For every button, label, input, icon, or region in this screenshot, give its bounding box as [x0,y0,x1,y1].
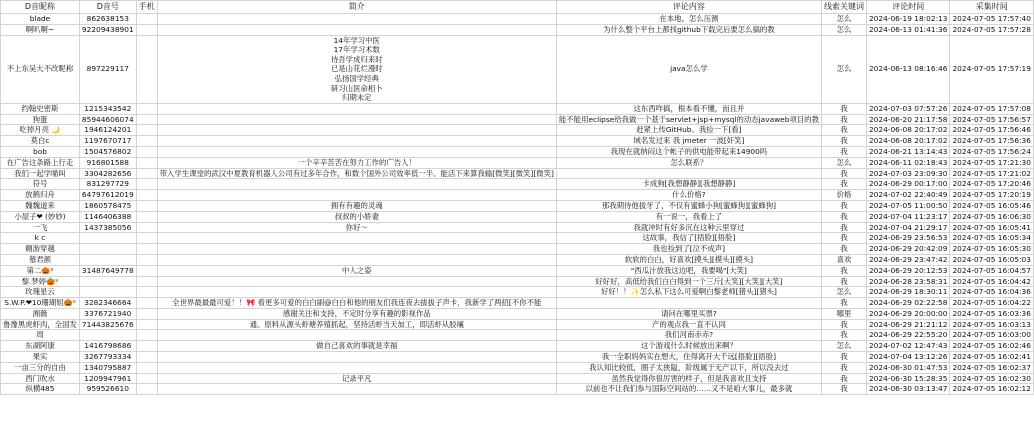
cell-comment[interactable]: 赶紧上传GitHub。我捡一下[看] [556,125,821,136]
cell-collect-time[interactable]: 2024-07-05 17:56:46 [950,125,1034,136]
col-header-comment[interactable]: 评论内容 [556,1,821,14]
cell-comment-time[interactable]: 2024-07-03 07:57:26 [866,103,950,114]
cell-keyword[interactable]: 我 [821,330,866,341]
cell-collect-time[interactable]: 2024-07-05 17:57:40 [950,14,1034,25]
cell-phone[interactable] [136,265,157,276]
header-row [1,1,1034,14]
cell-keyword[interactable]: 我 [821,298,866,309]
table-row [1,384,1034,395]
cell-comment-time[interactable]: 2024-06-29 20:42:09 [866,244,950,255]
cell-comment[interactable] [556,168,821,179]
cell-collect-time[interactable]: 2024-07-05 16:05:41 [950,222,1034,233]
cell-comment[interactable]: 这东西咋搞，根本看不懂，而且并 [556,103,821,114]
table-row [1,352,1034,363]
table-row [1,125,1034,136]
cell-collect-time[interactable]: 2024-07-05 17:21:02 [950,168,1034,179]
cell-phone[interactable] [136,254,157,265]
cell-id[interactable]: 916801588 [79,157,136,168]
cell-comment-time[interactable]: 2024-06-30 03:13:47 [866,384,950,395]
cell-collect-time[interactable]: 2024-07-05 17:56:36 [950,136,1034,147]
table-row [1,179,1034,190]
cell-comment[interactable]: 我就冲时有好多沉在这种云里穿过 [556,222,821,233]
cell-intro[interactable] [157,362,556,373]
cell-comment[interactable]: 那我期待他拔牙了，不仅有蜜蜂小狗[蜜蜂狗][蜜蜂狗] [556,200,821,211]
cell-nickname[interactable]: 一亩三分的自由 [1,362,80,373]
cell-collect-time[interactable]: 2024-07-05 17:20:46 [950,179,1034,190]
cell-phone[interactable] [136,287,157,298]
cell-collect-time[interactable]: 2024-07-05 16:02:30 [950,373,1034,384]
cell-phone[interactable] [136,136,157,147]
cell-collect-time[interactable]: 2024-07-05 16:02:41 [950,352,1034,363]
cell-id[interactable] [79,254,136,265]
cell-keyword[interactable]: 我 [821,136,866,147]
cell-nickname[interactable]: 符号 [1,179,80,190]
cell-comment[interactable]: 这个游戏什么时候放出来啊？ [556,341,821,352]
cell-collect-time[interactable]: 2024-07-05 17:57:08 [950,103,1034,114]
cell-id[interactable]: 71443825676 [79,319,136,330]
cell-phone[interactable] [136,24,157,35]
cell-phone[interactable] [136,330,157,341]
cell-phone[interactable] [136,211,157,222]
cell-comment-time[interactable]: 2024-06-13 01:41:36 [866,24,950,35]
col-header-collect-time[interactable]: 采集时间 [950,1,1034,14]
cell-phone[interactable] [136,352,157,363]
col-header-intro[interactable]: 简介 [157,1,556,14]
cell-phone[interactable] [136,384,157,395]
cell-nickname[interactable]: 狗蛋 [1,114,80,125]
cell-keyword[interactable]: 我 [821,276,866,287]
cell-comment[interactable]: "西瓜汁放我这边吧，我要喝"[大笑] [556,265,821,276]
cell-id[interactable]: 1197670717 [79,136,136,147]
cell-collect-time[interactable]: 2024-07-05 16:05:46 [950,200,1034,211]
cell-comment[interactable]: 我也捡到了[泣不成声] [556,244,821,255]
cell-intro[interactable] [157,14,556,25]
cell-nickname[interactable]: 在广告这条路上行走 [1,157,80,168]
table-row [1,35,1034,103]
table-row [1,298,1034,309]
cell-comment-time[interactable]: 2024-06-29 20:12:53 [866,265,950,276]
cell-nickname[interactable]: 莫白c [1,136,80,147]
table-row [1,319,1034,330]
cell-comment-time[interactable]: 2024-06-13 08:16:46 [866,35,950,103]
cell-nickname[interactable]: 约翰史密斯 [1,103,80,114]
table-row [1,24,1034,35]
cell-collect-time[interactable]: 2024-07-05 17:56:57 [950,114,1034,125]
cell-comment[interactable]: 怎么联系？ [556,157,821,168]
cell-collect-time[interactable]: 2024-07-05 16:03:13 [950,319,1034,330]
cell-keyword[interactable]: 我 [821,373,866,384]
table-row [1,222,1034,233]
cell-nickname[interactable]: 翱游穿越 [1,244,80,255]
cell-keyword[interactable]: 我 [821,211,866,222]
cell-id[interactable]: 3282346664 [79,298,136,309]
cell-comment-time[interactable]: 2024-06-29 23:56:53 [866,233,950,244]
cell-nickname[interactable]: 纵横485 [1,384,80,395]
table-row [1,200,1034,211]
cell-nickname[interactable]: 第二🎃ᵘ [1,265,80,276]
cell-keyword[interactable]: 我 [821,384,866,395]
cell-comment-time[interactable]: 2024-06-29 02:22:58 [866,298,950,309]
cell-comment[interactable]: 虽然我觉得你很厉害的样子，但是我喜欢且支持 [556,373,821,384]
table-row [1,14,1034,25]
cell-keyword[interactable]: 我 [821,168,866,179]
cell-keyword[interactable]: 怎么 [821,341,866,352]
cell-collect-time[interactable]: 2024-07-05 16:02:37 [950,362,1034,373]
cell-keyword[interactable]: 怎么 [821,157,866,168]
cell-comment-time[interactable]: 2024-07-05 11:00:50 [866,200,950,211]
cell-collect-time[interactable]: 2024-07-05 16:04:42 [950,276,1034,287]
cell-comment-time[interactable]: 2024-06-21 13:14:43 [866,146,950,157]
cell-nickname[interactable]: 鲁豫黑虎虾肉，全国发 [1,319,80,330]
cell-keyword[interactable]: 我 [821,222,866,233]
cell-collect-time[interactable]: 2024-07-05 16:04:36 [950,287,1034,298]
cell-comment[interactable]: 我一全职妈妈实在想大，住得离开大千远[捂脸][捂脸] [556,352,821,363]
cell-phone[interactable] [136,168,157,179]
cell-collect-time[interactable]: 2024-07-05 16:03:00 [950,330,1034,341]
cell-comment[interactable]: 这故事，我信了[捂脸][捂脸] [556,233,821,244]
col-header-comment-time[interactable]: 评论时间 [866,1,950,14]
cell-id[interactable] [79,287,136,298]
cell-keyword[interactable]: 我 [821,179,866,190]
cell-phone[interactable] [136,319,157,330]
cell-intro[interactable] [157,190,556,201]
cell-nickname[interactable]: 放鹤归舟 [1,190,80,201]
cell-comment[interactable]: 域名发过来 我 jmeter 一波[奸笑] [556,136,821,147]
cell-intro[interactable] [157,103,556,114]
cell-comment-time[interactable]: 2024-06-29 22:55:20 [866,330,950,341]
cell-id[interactable] [79,276,136,287]
cell-comment[interactable]: 有一说一，我看上了 [556,211,821,222]
cell-phone[interactable] [136,233,157,244]
cell-collect-time[interactable]: 2024-07-05 16:04:57 [950,265,1034,276]
table-row [1,373,1034,384]
cell-comment-time[interactable]: 2024-06-30 15:28:35 [866,373,950,384]
cell-collect-time[interactable]: 2024-07-05 16:03:36 [950,308,1034,319]
cell-nickname[interactable]: 吃掉月亮 🌙 [1,125,80,136]
cell-comment[interactable]: 请问在哪里买票? [556,308,821,319]
cell-comment-time[interactable]: 2024-06-29 23:47:42 [866,254,950,265]
cell-nickname[interactable]: 果实 [1,352,80,363]
cell-intro[interactable]: 通。原料从源头虾塘养殖抓起，坚持活虾当天加工，即活虾从胶壤 [157,319,556,330]
cell-collect-time[interactable]: 2024-07-05 17:57:19 [950,35,1034,103]
cell-comment-time[interactable]: 2024-07-04 11:23:17 [866,211,950,222]
cell-collect-time[interactable]: 2024-07-05 17:21:30 [950,157,1034,168]
cell-nickname[interactable]: 魏魏道来 [1,200,80,211]
cell-phone[interactable] [136,157,157,168]
cell-keyword[interactable]: 我 [821,114,866,125]
cell-comment-time[interactable]: 2024-06-30 01:47:53 [866,362,950,373]
cell-id[interactable]: 831297729 [79,179,136,190]
cell-comment-time[interactable]: 2024-06-28 23:58:31 [866,276,950,287]
cell-id[interactable]: 1860578475 [79,200,136,211]
cell-intro[interactable]: 做自己喜欢的事就是幸福 [157,341,556,352]
cell-keyword[interactable]: 我 [821,200,866,211]
cell-nickname[interactable]: k c [1,233,80,244]
table-row [1,136,1034,147]
cell-intro[interactable]: 带入学生课堂的武汉中夏教育机器人公司有过多年合作，和数个国外公司效率低一半。能活下来算我输[微笑][微笑][微笑] [157,168,556,179]
table-row [1,308,1034,319]
cell-comment[interactable]: 以前也不让我们参与国际空间站的……又不是咱大事儿，最多就 [556,384,821,395]
cell-comment[interactable]: 好好好，高低给我们白白得到一个三斤[大笑][大笑][大笑] [556,276,821,287]
cell-keyword[interactable]: 怎么 [821,24,866,35]
cell-comment[interactable]: 在本地。怎么压测 [556,14,821,25]
table-row [1,276,1034,287]
cell-id[interactable]: 64797612019 [79,190,136,201]
cell-phone[interactable] [136,276,157,287]
cell-intro[interactable] [157,352,556,363]
cell-intro[interactable] [157,24,556,35]
cell-comment[interactable]: 为什么整个平台上都找github下载完后要怎么搞的教 [556,24,821,35]
cell-intro[interactable]: 中人之姿 [157,265,556,276]
cell-id[interactable]: 1504576802 [79,146,136,157]
table-row [1,287,1034,298]
cell-intro[interactable] [157,179,556,190]
cell-phone[interactable] [136,35,157,103]
cell-collect-time[interactable]: 2024-07-05 17:56:24 [950,146,1034,157]
cell-collect-time[interactable]: 2024-07-05 17:57:28 [950,24,1034,35]
cell-intro[interactable] [157,330,556,341]
cell-intro[interactable]: 拥有有趣的灵魂 [157,200,556,211]
cell-nickname[interactable]: 黎.梦婷🎃ᵘ [1,276,80,287]
cell-id[interactable]: 31487649778 [79,265,136,276]
cell-comment-time[interactable]: 2024-07-02 22:40:49 [866,190,950,201]
cell-intro[interactable] [157,136,556,147]
table-row [1,114,1034,125]
cell-id[interactable] [79,244,136,255]
cell-id[interactable] [79,330,136,341]
table-row [1,211,1034,222]
cell-keyword[interactable]: 我 [821,319,866,330]
cell-id[interactable]: 1215343542 [79,103,136,114]
table-row [1,157,1034,168]
cell-intro[interactable] [157,244,556,255]
cell-intro[interactable] [157,287,556,298]
cell-phone[interactable] [136,362,157,373]
col-header-phone[interactable]: 手机 [136,1,157,14]
cell-id[interactable]: 1437385056 [79,222,136,233]
cell-comment[interactable] [556,298,821,309]
cell-comment-time[interactable]: 2024-06-19 18:02:13 [866,14,950,25]
cell-comment-time[interactable]: 2024-06-29 18:30:11 [866,287,950,298]
col-header-nickname[interactable]: D音昵称 [1,1,80,14]
cell-comment[interactable]: 软软的白白，好喜欢[摸头][摸头][摸头] [556,254,821,265]
table-row [1,362,1034,373]
cell-keyword[interactable]: 我 [821,265,866,276]
cell-intro[interactable] [157,114,556,125]
cell-keyword[interactable]: 哪里 [821,308,866,319]
cell-keyword[interactable]: 我 [821,125,866,136]
cell-comment[interactable]: 我现在就纳闷这个帐子的供电能带起来14900吗 [556,146,821,157]
cell-phone[interactable] [136,114,157,125]
cell-comment-time[interactable]: 2024-07-02 12:47:43 [866,341,950,352]
cell-id[interactable]: 1416798686 [79,341,136,352]
cell-intro[interactable] [157,146,556,157]
cell-id[interactable]: 1340795887 [79,362,136,373]
cell-keyword[interactable]: 我 [821,233,866,244]
cell-intro[interactable] [157,125,556,136]
cell-comment-time[interactable]: 2024-07-04 21:29:17 [866,222,950,233]
cell-intro[interactable] [157,384,556,395]
table-row [1,341,1034,352]
cell-id[interactable]: 959526610 [79,384,136,395]
cell-phone[interactable] [136,190,157,201]
cell-nickname[interactable]: S.W.P.❤10珊瑚姐🎃ᵘ [1,298,80,309]
cell-nickname[interactable]: 不上东吴大不改昵称 [1,35,80,103]
cell-comment[interactable]: 我们河南赤赤? [556,330,821,341]
col-header-id[interactable]: D音号 [79,1,136,14]
cell-collect-time[interactable]: 2024-07-05 17:20:19 [950,190,1034,201]
cell-intro[interactable]: 感谢关注和支持，不定时分享有趣的影视作品 [157,308,556,319]
cell-intro[interactable]: 14年学习中医 17年学习术数 待吾学成归来时 已是山花烂漫时 弘扬国学经典 研习山医命相卜 归期未定 [157,35,556,103]
cell-intro[interactable] [157,254,556,265]
cell-collect-time[interactable]: 2024-07-05 16:04:22 [950,298,1034,309]
cell-phone[interactable] [136,200,157,211]
cell-keyword[interactable]: 喜欢 [821,254,866,265]
cell-phone[interactable] [136,125,157,136]
cell-keyword[interactable]: 我 [821,244,866,255]
cell-nickname[interactable]: 小屋子❤ (妙妙) [1,211,80,222]
cell-intro[interactable]: 叔叔的小娇妻 [157,211,556,222]
cell-nickname[interactable]: bob [1,146,80,157]
cell-intro[interactable]: 记录平凡 [157,373,556,384]
cell-phone[interactable] [136,341,157,352]
cell-intro[interactable] [157,276,556,287]
cell-comment-time[interactable]: 2024-07-03 23:09:30 [866,168,950,179]
cell-keyword[interactable]: 我 [821,103,866,114]
cell-collect-time[interactable]: 2024-07-05 16:05:03 [950,254,1034,265]
table-row [1,330,1034,341]
cell-id[interactable]: 3267793334 [79,352,136,363]
table-row [1,168,1034,179]
cell-comment-time[interactable]: 2024-06-20 21:17:58 [866,114,950,125]
cell-comment[interactable]: 我认知比较低，圈子太狭隘，阶级属于无产以下，所以没去过 [556,362,821,373]
cell-comment[interactable]: 好好！！✨怎么私下这么可爱啊白黎老师[猪头][猪头] [556,287,821,298]
cell-phone[interactable] [136,298,157,309]
cell-phone[interactable] [136,244,157,255]
cell-nickname[interactable]: blade [1,14,80,25]
cell-nickname[interactable]: 啊叭啊~ [1,24,80,35]
table-row [1,103,1034,114]
cell-collect-time[interactable]: 2024-07-05 16:02:46 [950,341,1034,352]
cell-nickname[interactable]: 东湖阿康 [1,341,80,352]
cell-comment-time[interactable]: 2024-07-04 13:12:26 [866,352,950,363]
cell-collect-time[interactable]: 2024-07-05 16:05:34 [950,233,1034,244]
cell-phone[interactable] [136,308,157,319]
cell-phone[interactable] [136,14,157,25]
table-row [1,265,1034,276]
cell-intro[interactable] [157,233,556,244]
cell-comment[interactable]: 产的观点我一直不认同 [556,319,821,330]
cell-comment[interactable]: java怎么学 [556,35,821,103]
cell-id[interactable]: 1146406388 [79,211,136,222]
cell-keyword[interactable]: 怎么 [821,287,866,298]
table-row [1,254,1034,265]
cell-nickname[interactable]: 西门吹水 [1,373,80,384]
cell-keyword[interactable]: 我 [821,146,866,157]
cell-id[interactable]: 3304282656 [79,168,136,179]
cell-phone[interactable] [136,373,157,384]
cell-phone[interactable] [136,103,157,114]
cell-nickname[interactable]: 湘薇 [1,308,80,319]
cell-nickname[interactable]: 一飞 [1,222,80,233]
cell-id[interactable]: 862638153 [79,14,136,25]
cell-id[interactable]: 1946124201 [79,125,136,136]
cell-comment[interactable]: 能不能用eclipse给我做一个基于servlet+jsp+mysql的动态javaweb项目的教 [556,114,821,125]
cell-nickname[interactable]: 玫瑰星云 [1,287,80,298]
cell-collect-time[interactable]: 2024-07-05 16:05:30 [950,244,1034,255]
col-header-keyword[interactable]: 线索关键词 [821,1,866,14]
cell-phone[interactable] [136,179,157,190]
table-row [1,146,1034,157]
cell-keyword[interactable]: 我 [821,362,866,373]
cell-nickname[interactable]: 我们一起学喵叫 [1,168,80,179]
cell-comment-time[interactable]: 2024-06-08 20:17:02 [866,136,950,147]
cell-id[interactable]: 85944606074 [79,114,136,125]
cell-id[interactable]: 897229117 [79,35,136,103]
cell-keyword[interactable]: 怎么 [821,14,866,25]
cell-comment-time[interactable]: 2024-06-08 20:17:02 [866,125,950,136]
table-row [1,190,1034,201]
cell-id[interactable] [79,233,136,244]
cell-id[interactable]: 92209438901 [79,24,136,35]
cell-comment-time[interactable]: 2024-06-29 20:00:00 [866,308,950,319]
cell-keyword[interactable]: 怎么 [821,35,866,103]
cell-comment-time[interactable]: 2024-06-29 21:21:12 [866,319,950,330]
cell-phone[interactable] [136,146,157,157]
cell-keyword[interactable]: 我 [821,352,866,363]
cell-comment-time[interactable]: 2024-06-29 00:17:00 [866,179,950,190]
cell-intro[interactable]: 全世界最最最可爱！！🎀 看更多可爱的白白副@白白和他的朋友们我连夜去拔拔子声卡，我新学了两招[不你不能 [157,298,556,309]
table-row [1,244,1034,255]
cell-id[interactable]: 1209947961 [79,373,136,384]
table-row [1,233,1034,244]
cell-keyword[interactable]: 价格 [821,190,866,201]
cell-nickname[interactable]: 周 [1,330,80,341]
cell-id[interactable]: 3376721940 [79,308,136,319]
cell-comment[interactable]: 什么价格? [556,190,821,201]
cell-comment[interactable]: 卡成狗[我想静静][我想静静] [556,179,821,190]
cell-phone[interactable] [136,222,157,233]
cell-intro[interactable]: 一个辛辛苦苦在努力工作的广告人！ [157,157,556,168]
cell-nickname[interactable]: 慕君颜 [1,254,80,265]
cell-intro[interactable]: 你好～ [157,222,556,233]
cell-collect-time[interactable]: 2024-07-05 16:06:30 [950,211,1034,222]
cell-collect-time[interactable]: 2024-07-05 16:02:12 [950,384,1034,395]
cell-comment-time[interactable]: 2024-06-11 02:18:43 [866,157,950,168]
